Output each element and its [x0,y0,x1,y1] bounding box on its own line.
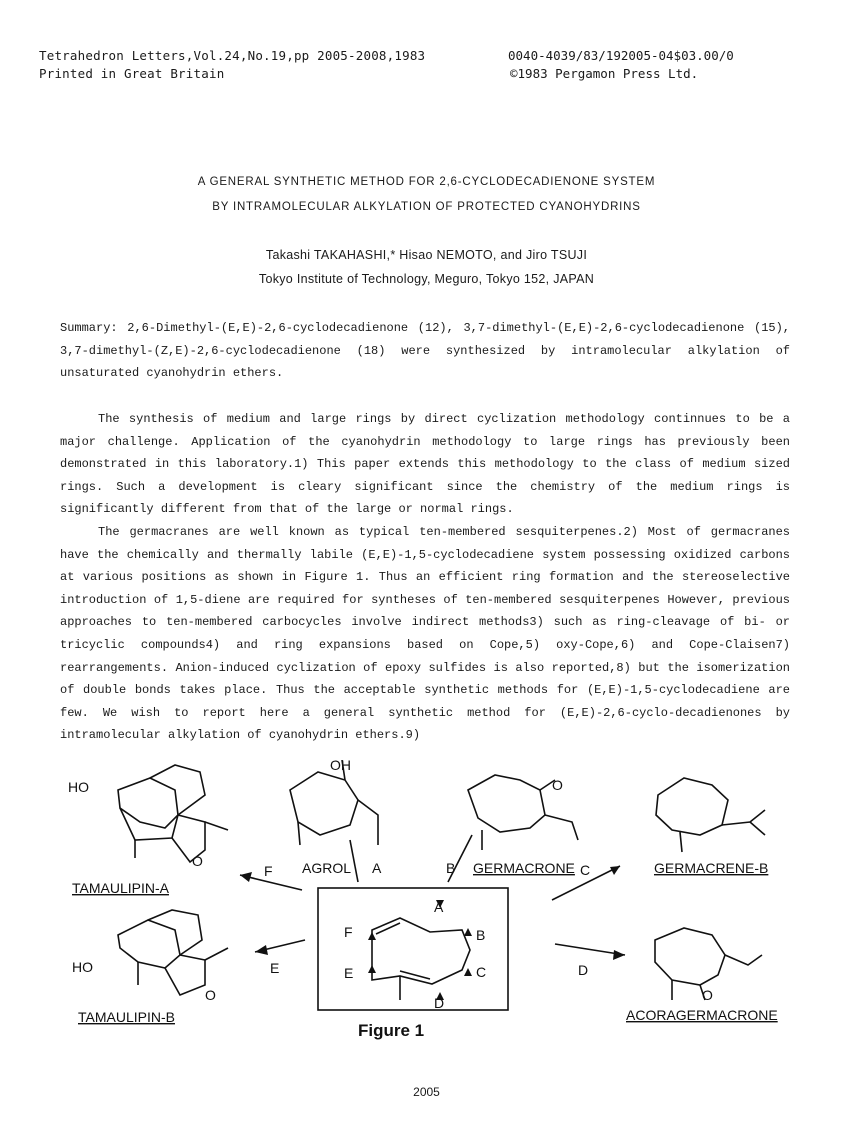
figure-caption: Figure 1 [358,1021,425,1040]
journal-citation: Tetrahedron Letters,Vol.24,No.19,pp 2005-2008,1983 [39,48,426,63]
page-number: 2005 [413,1085,440,1099]
arrowhead-d [613,950,625,960]
marker-f [368,932,376,940]
atom-oh: OH [330,760,351,773]
tamaulipin-b-structure [118,910,228,995]
marker-c [464,968,472,976]
title-line-2: BY INTRAMOLECULAR ALKYLATION OF PROTECTED CYANOHYDRINS [212,201,641,213]
label-germacrone: GERMACRONE [473,860,575,876]
arrowhead-f [240,872,252,882]
route-b-inner: B [476,927,486,943]
paragraph-2: The germacranes are well known as typical ten-membered sesquiterpenes.2) Most of germacranes have the chemically and thermally labile (E,E)-1,5-cyclodecadiene system possessing oxidized carbons at various positions as shown in Figure 1. Thus an efficient ring formation and the stereoselective introduction of 1,5-diene are required for syntheses of ten-membered sesquiterpenes However, previous approaches to ten-membered carbocycles involve indirect methods3) such as ring-cleavage of bi- or tricyclic compounds4) and ring expansions based on Cope,5) oxy-Cope,6) and Cope-Claisen7) rearrangements. Anion-induced cyclization of epoxy sulfides is also reported,8) but the isomerization of double bonds takes place. Thus the acceptable synthetic methods for (E,E)-1,5-cyclodecadiene are few. We wish to report here a general synthetic method for (E,E)-2,6-cyclo-decadienones by intramolecular alkylation of cyanohydrin ethers.9) [60,524,790,743]
article-code: 0040-4039/83/192005-04$03.00/0 [508,48,734,63]
arrowhead-e [255,945,268,955]
route-d-outer: D [578,962,589,978]
route-e-inner: E [344,965,354,981]
atom-ho-a: HO [68,779,89,795]
figure-1 [0,760,853,1050]
atom-o-germacrone: O [552,777,563,793]
atom-o-acoragermacrone: O [702,987,713,1003]
atom-o-lactone-b: O [205,987,216,1003]
route-c-outer: C [580,862,591,878]
printed-in: Printed in Great Britain [39,66,225,81]
title-line-1: A GENERAL SYNTHETIC METHOD FOR 2,6-CYCLODECADIENONE SYSTEM [197,176,656,188]
atom-o-lactone-a: O [192,853,203,869]
label-agrol: AGROL [302,860,352,876]
marker-b [464,928,472,936]
author-names: Takashi TAKAHASHI,* Hisao NEMOTO, and Jiro TSUJI [265,248,588,262]
germacrene-b-structure [656,778,765,852]
label-acoragermacrone: ACORAGERMACRONE [626,1007,778,1023]
route-d-inner: D [434,995,445,1011]
figure-center-box [318,888,508,1010]
publisher: ©1983 Pergamon Press Ltd. [510,66,699,81]
summary-text: Summary: 2,6-Dimethyl-(E,E)-2,6-cyclodecadienone (12), 3,7-dimethyl-(E,E)-2,6-cyclodecadienone (15), 3,7-dimethyl-(Z,E)-2,6-cyclodecadienone (18) were synthesized by intramolecular alkylation of unsaturated cyanohydrin ethers. [60,321,790,381]
label-germacrene-b: GERMACRENE-B [654,860,769,876]
cyclodecadiene-ring [372,918,470,984]
atom-ho-b: HO [72,959,93,975]
route-a-inner: A [434,899,444,915]
route-c-inner: C [476,964,487,980]
tamaulipin-a-structure [118,765,228,862]
route-f-inner: F [344,924,353,940]
body-text [60,408,790,747]
label-tamaulipin-a: TAMAULIPIN-A [72,880,169,896]
route-f-outer: F [264,863,273,879]
arrow-a [350,840,358,882]
affiliation: Tokyo Institute of Technology, Meguro, Tokyo 152, JAPAN [258,272,595,286]
paragraph-1: The synthesis of medium and large rings by direct cyclization methodology continnues to be a major challenge. Application of the cyanohydrin methodology to large rings has previously been demonstrated in this laboratory.1) This paper extends this methodology to the class of medium sized rings. Such a development is cleary significant since the chemistry of the medium rings is significantly different from that of the large or normal rings. [60,412,790,517]
route-a-outer: A [372,860,382,876]
route-b-outer: B [446,860,456,876]
label-tamaulipin-b: TAMAULIPIN-B [78,1009,175,1025]
summary [60,317,790,385]
marker-e [368,965,376,973]
route-e-outer: E [270,960,280,976]
